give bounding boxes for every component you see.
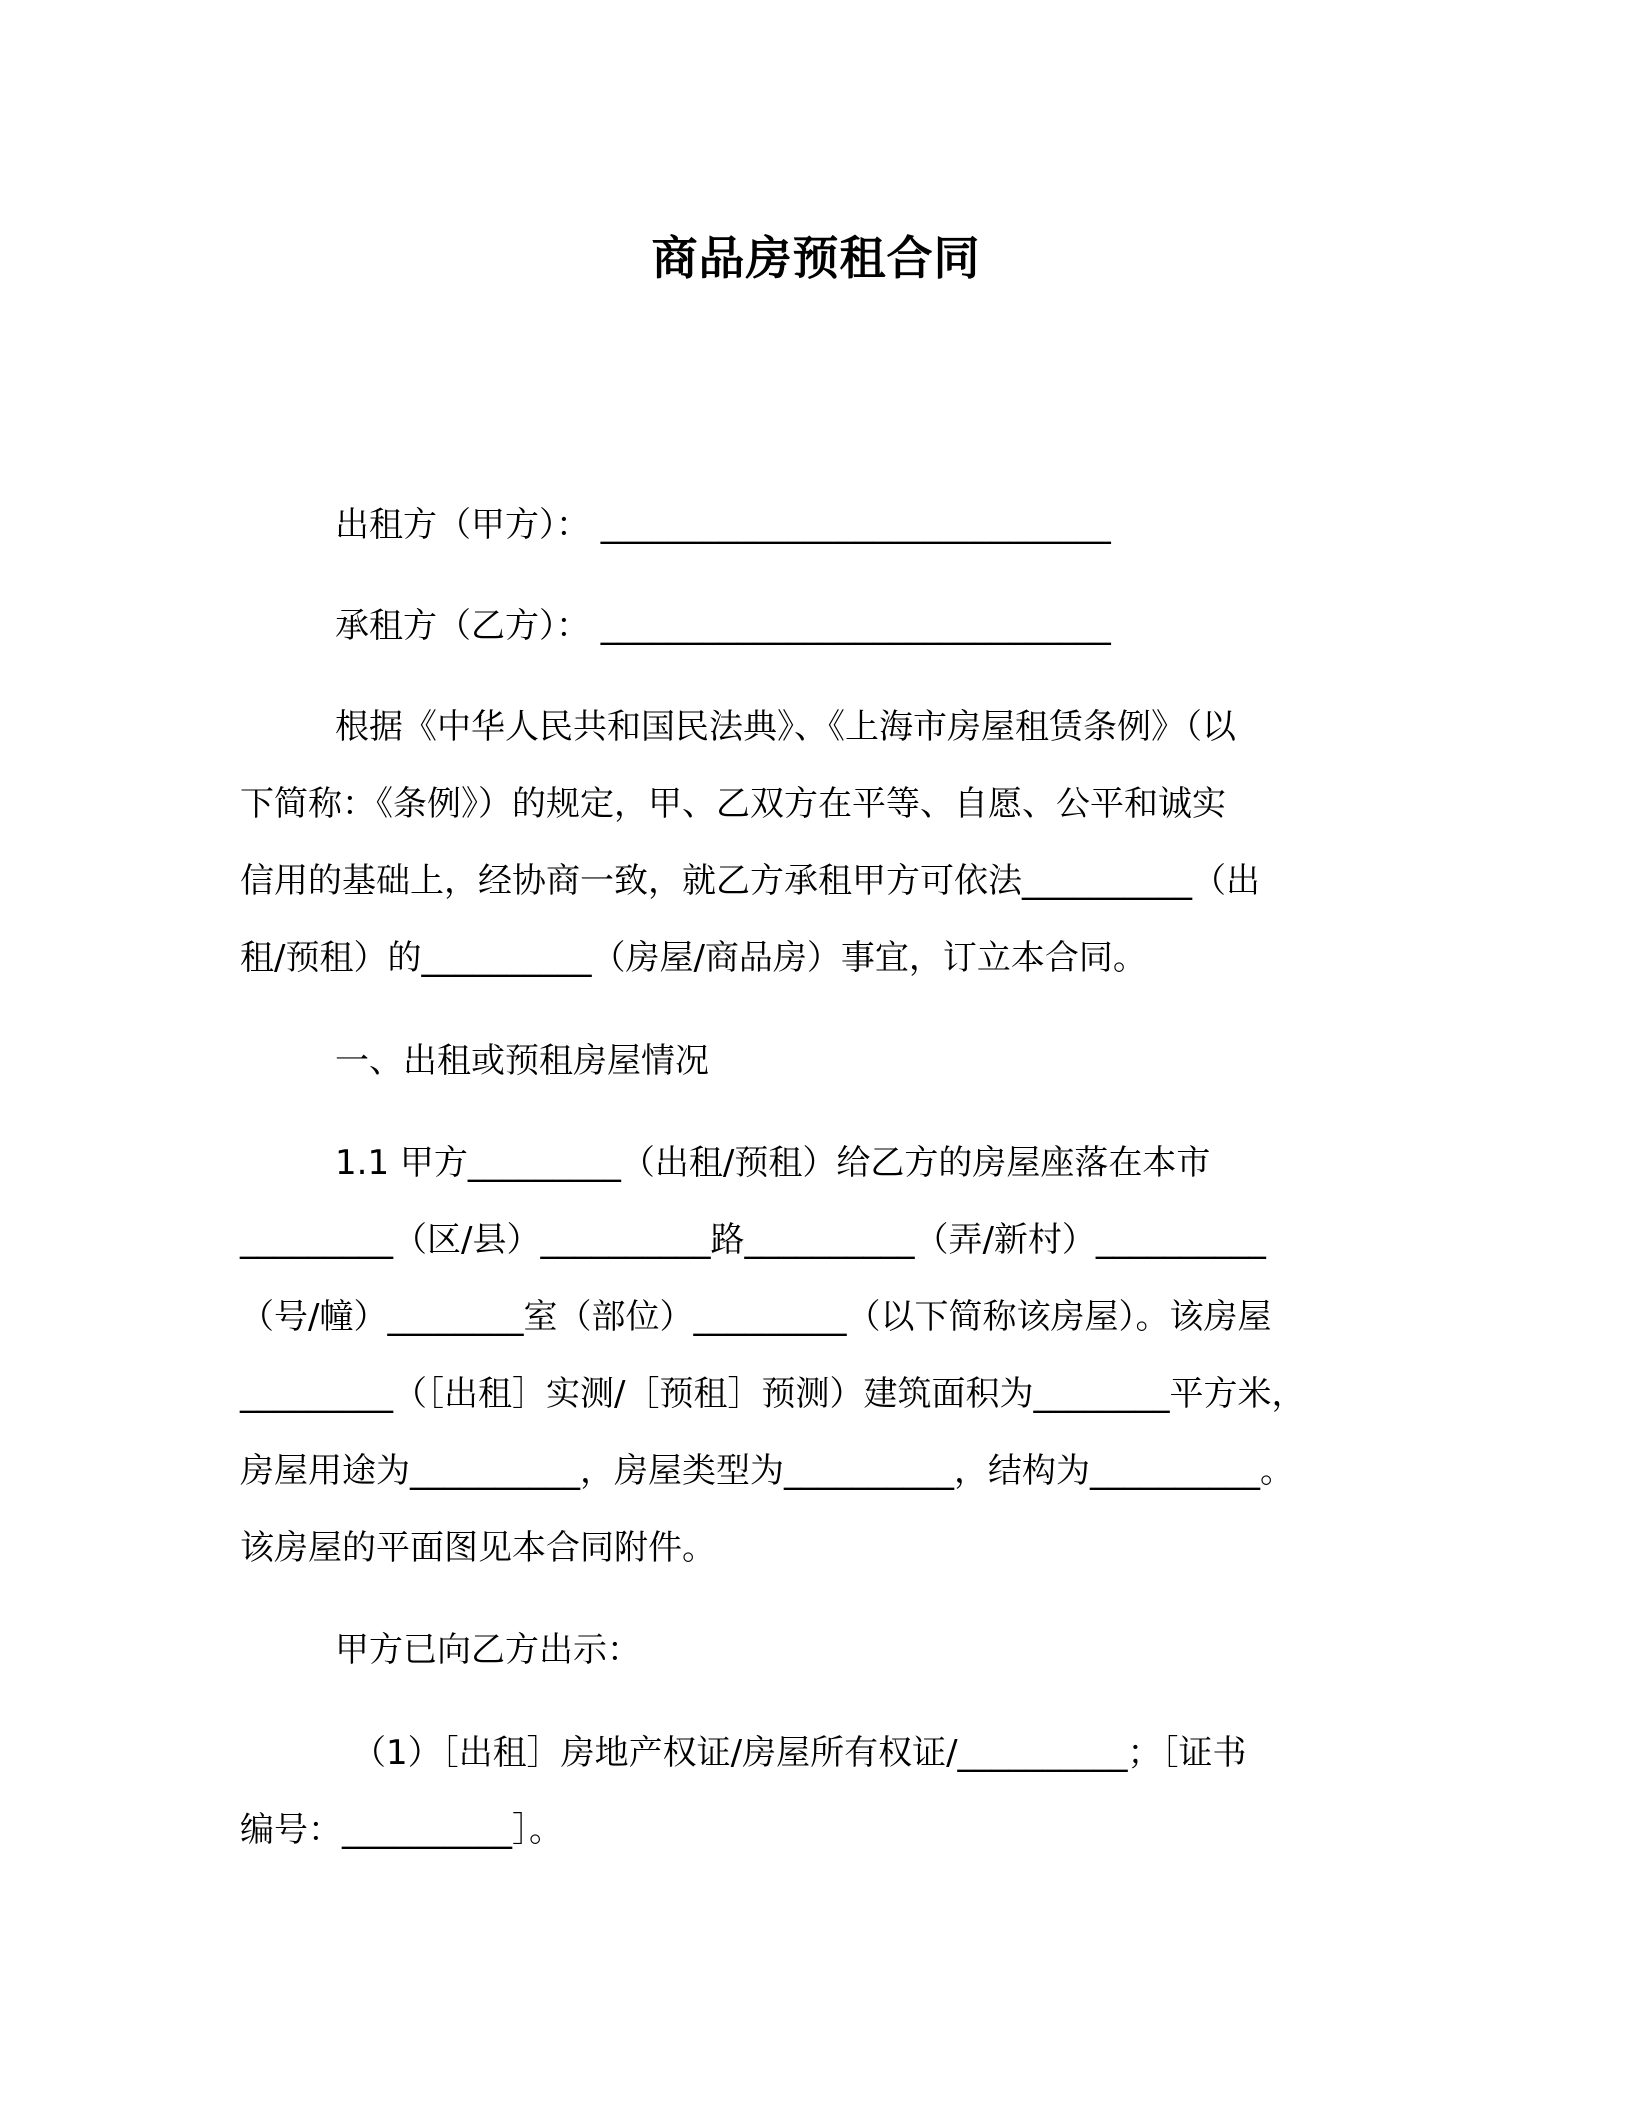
clause-1-1-line-5: 房屋用途为__________，房屋类型为__________，结构为__________。 xyxy=(240,1451,1294,1491)
intro-line-4: 租/预租）的__________（房屋/商品房）事宜，订立本合同。 xyxy=(240,938,1147,978)
clause-1-1-line-4: _________（［出租］实测/［预租］预测）建筑面积为________平方米， xyxy=(240,1374,1306,1414)
document-title: 商品房预租合同 xyxy=(651,231,981,285)
intro-line-2: 下简称：《条例》）的规定，甲、乙双方在平等、自愿、公平和诚实 xyxy=(240,784,1226,824)
party-a-line: 出租方（甲方）： ______________________________ xyxy=(335,505,1111,545)
item-1-line-2: 编号：__________］。 xyxy=(240,1810,563,1850)
intro-line-1: 根据《中华人民共和国民法典》、《上海市房屋租赁条例》（以 xyxy=(335,707,1236,747)
clause-1-1-line-6: 该房屋的平面图见本合同附件。 xyxy=(240,1528,716,1568)
section-1-heading: 一、出租或预租房屋情况 xyxy=(335,1041,709,1081)
clause-1-1-line-1: 1.1 甲方_________（出租/预租）给乙方的房屋座落在本市 xyxy=(335,1143,1211,1183)
item-1-line-1: （1）［出租］房地产权证/房屋所有权证/__________；［证书 xyxy=(352,1733,1247,1773)
clause-1-1-line-3: （号/幢）________室（部位）_________（以下简称该房屋）。该房屋 xyxy=(240,1297,1272,1337)
clause-1-1-line-2: _________（区/县）__________路__________（弄/新村）__________ xyxy=(240,1220,1266,1260)
shown-heading: 甲方已向乙方出示： xyxy=(335,1630,641,1670)
party-b-line: 承租方（乙方）： ______________________________ xyxy=(335,606,1111,646)
intro-line-3: 信用的基础上，经协商一致，就乙方承租甲方可依法__________（出 xyxy=(240,861,1260,901)
